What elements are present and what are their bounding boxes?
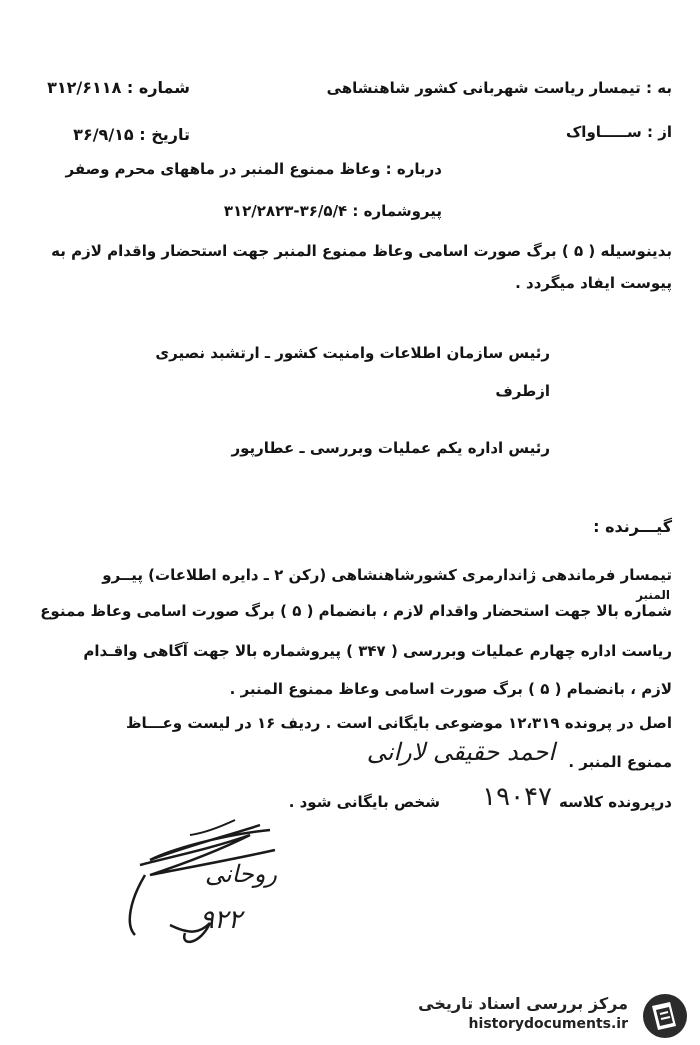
archive-note-line-1: اصل در پرونده ۱۲،۳۱۹ موضوعی بایگانی است . ردیف ۱۶ در لیست وعـــاظ [125,714,672,732]
handwritten-initial: روحانی [205,860,278,888]
body-line-1: بدینوسیله ( ۵ ) برگ صورت اسامی وعاظ ممنوع المنبر جهت استحضار واقدام لازم به [51,242,672,260]
handwritten-file-number: ۱۹۰۴۷ [482,782,552,812]
subject-line: درباره : وعاظ ممنوع المنبر در ماههای محرم وصفر [65,160,442,178]
recipient-line-1-extra: المنبر [636,588,670,602]
watermark-url: historydocuments.ir [468,1016,628,1032]
document-date: تاریخ : ۳۶/۹/۱۵ [73,125,190,144]
body-line-2: پیوست ایفاد میگردد . [515,274,672,292]
signature-signer: رئیس اداره یکم عملیات وبررسی ـ عطارپور [231,439,550,457]
signature-scribble [110,805,290,955]
document-emblem-icon [640,992,690,1040]
addressee-line: به : تیمسار ریاست شهربانی کشور شاهنشاهی [326,79,672,97]
recipient-line-3: ریاست اداره چهارم عملیات وبررسی ( ۳۴۷ ) پیروشماره بالا جهت آگاهی واقـدام [83,642,672,660]
signature-on-behalf: ازطرف [495,382,550,400]
archive-note-line-2: ممنوع المنبر . [568,753,672,771]
recipients-heading: گیـــرنده : [593,517,672,536]
archive-note-line-3-prefix: درپرونده کلاسه [559,793,672,811]
sender-line: از : ســـــاواک [565,123,672,141]
watermark-logo [408,992,690,1040]
recipient-line-4: لازم ، بانضمام ( ۵ ) برگ صورت اسامی وعاظ ممنوع المنبر . [229,680,672,698]
recipient-line-1: تیمسار فرماندهی ژاندارمری کشورشاهنشاهی (رکن ۲ ـ دایره اطلاعات) پیــرو [102,566,672,584]
handwritten-number: ۹۲۲ [200,905,242,935]
watermark-title: مرکز بررسی اسناد تاریخی [418,994,628,1013]
archive-note-line-3-suffix: شخص بایگانی شود . [288,793,440,811]
reference-line: پیروشماره : ۳۶/۵/۴-۳۱۲/۲۸۲۳ [223,202,442,220]
document-number: شماره : ۳۱۲/۶۱۱۸ [47,78,190,97]
signature-title: رئیس سازمان اطلاعات وامنیت کشور ـ ارتشبد نصیری [155,344,550,362]
handwritten-name: احمد حقیقی لارانی [366,738,555,766]
recipient-line-2: شماره بالا جهت استحضار واقدام لازم ، بانضمام ( ۵ ) برگ صورت اسامی وعاظ ممنوع [40,602,672,620]
